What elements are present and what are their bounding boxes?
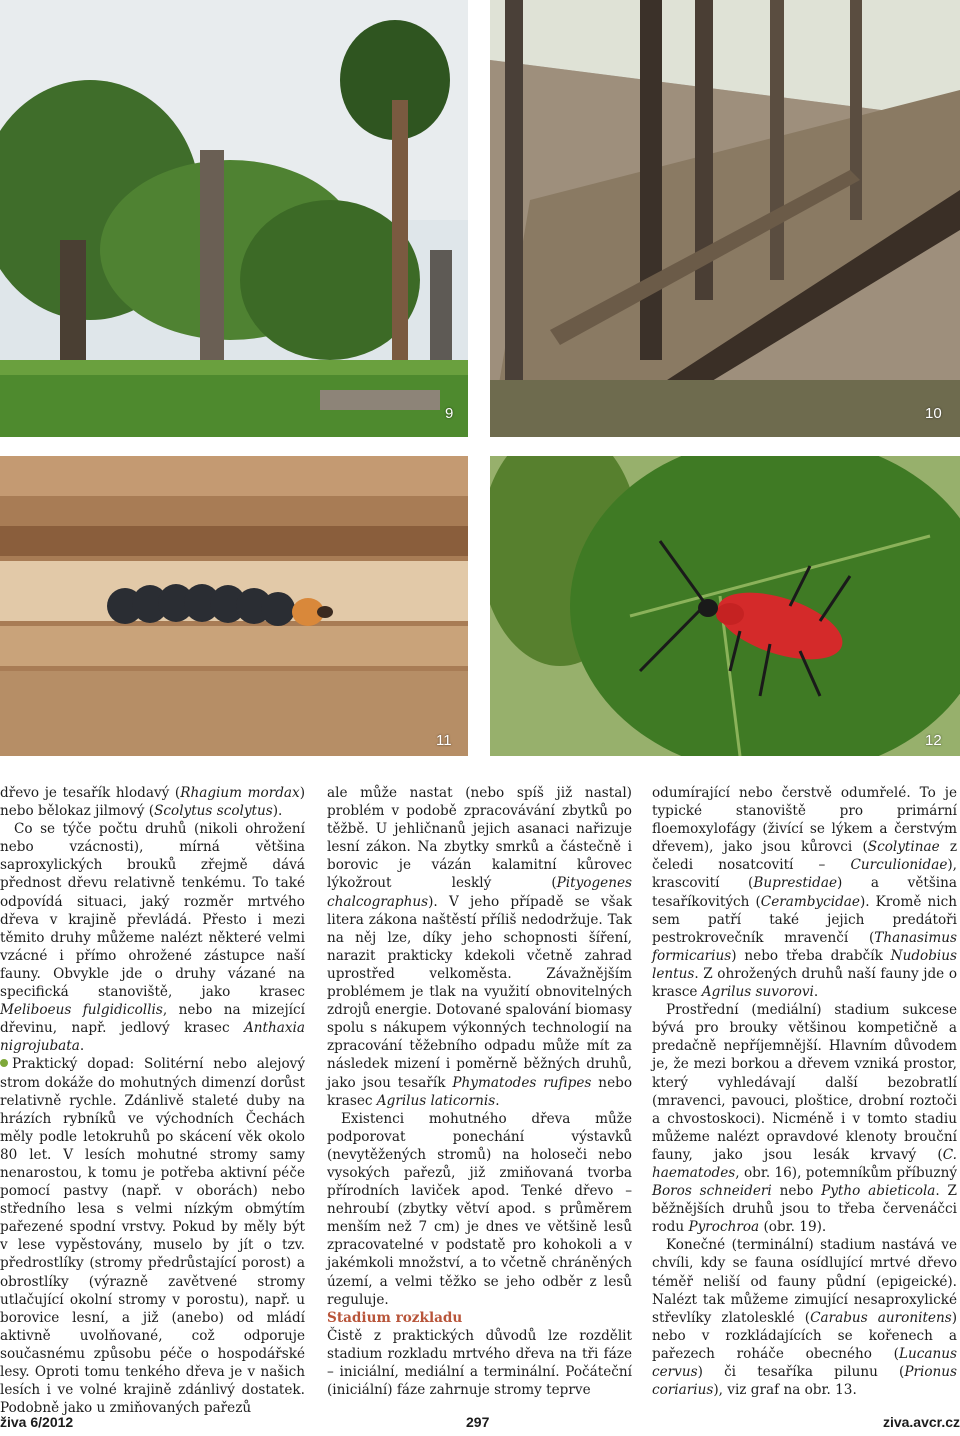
paragraph: Čistě z praktických důvodů lze rozdělit stadium rozkladu mrtvého dřeva na tři fáze – iniciální, mediální a terminální. Počáteční (iniciální) fáze zahrnuje stromy teprve	[327, 1327, 632, 1399]
bullet-icon	[0, 1059, 8, 1067]
species-name: Agrilus suvorovi	[701, 984, 814, 1001]
text-run: ) a většina tesaříkovitých (	[652, 875, 958, 910]
text-run: , obr. 16), potemníkům příbuzný	[735, 1164, 957, 1181]
species-name: Nudobius lentus	[652, 947, 957, 982]
species-name: Anthaxia nigrojubata	[0, 1020, 305, 1055]
text-column-1	[0, 784, 305, 1417]
photo-number: 10	[925, 405, 942, 422]
species-name: Prionus coriarius	[652, 1364, 957, 1399]
paragraph	[0, 784, 305, 820]
text-run: dřevo je tesařík hlodavý (	[0, 785, 181, 801]
species-name: Lucanus cervus	[652, 1345, 957, 1380]
photo-number: 11	[436, 732, 452, 749]
paragraph	[652, 1236, 957, 1399]
photo-10-forest-slope	[490, 0, 960, 437]
text-run: .	[79, 1038, 85, 1055]
text-run: ).	[272, 803, 283, 820]
photo-9-old-trees	[0, 0, 468, 437]
text-column-2	[327, 784, 632, 1399]
text-column-3	[652, 784, 957, 1399]
text-run: ). Kromě nich sem patří také jejich predátoři pestrokrovečník mravenčí (	[652, 893, 957, 946]
text-run: ). V jeho případě se však litera zákona naštěstí příliš nedodržuje. Tak na něj lze, díky jeho schopnosti šíření, narazit prakticky kdekoli včetně zahrad uprostřed velkoměsta. Závažnějším problémem je tlak na využití obnovitelných zdrojů energie. Dotované spalování biomasy spolu s nákupem výkonných technologií na zpracování těžebního odpadu může mít za následek mizení i poměrně běžných druhů, jako jsou tesařík	[327, 893, 632, 1091]
species-name: Carabus auronitens	[810, 1309, 952, 1326]
species-name: Phymatodes rufipes	[452, 1074, 592, 1091]
species-name: Boros schneideri	[652, 1183, 772, 1200]
species-name: Rhagium mordax	[180, 785, 300, 801]
section-heading: Stadium rozkladu	[327, 1309, 463, 1326]
species-name: Curculionidae	[850, 857, 948, 874]
paragraph	[0, 820, 305, 1055]
text-run: ) nebo v rozkládajících se kořenech a pařezech roháče obecného (	[652, 1309, 958, 1362]
species-name: Cerambycidae	[760, 893, 860, 910]
text-run: Prostřední (mediální) stadium sukcese bývá pro brouky většinou kompetičně a predačně nepříjemnější. Hlavním důvodem je, že mezi borkou a dřevem vzniká prostor, který vyhledávají další bezobratlí (mravenci, pavouci, ploštice, drobní roztoči a chvostoskoci). Nicméně i v tomto stadiu můžeme nalézt opravdové klenoty brouční fauny, jako jsou lesák krvavý (	[652, 1002, 957, 1163]
text-run: ) nebo třeba drabčík	[731, 947, 891, 964]
text-run: Konečné (terminální) stadium nastává ve chvíli, kdy se fauna osídlující mrtvé dřevo téměř neliší od fauny půdní (epigeické). Nalézt tak můžeme zimující nesaproxylické střevlíky zlatolesklé (	[652, 1237, 957, 1326]
text-run: (obr. 19).	[759, 1219, 827, 1236]
species-name: C. haematodes	[652, 1146, 957, 1181]
species-name: Meliboeus fulgidicollis	[0, 1002, 163, 1019]
species-name: Scolytus scolytus	[154, 803, 273, 820]
paragraph	[652, 1001, 957, 1236]
text-run: ale může nastat (nebo spíš již nastal) problém v podobě zpracovávání zbytků po těžbě. U jehličnanů jejich asanaci nařizuje lesní zákon. Na zbytky smrků a částečně i borovic je vázán kalamitní kůrovec lýkožrout lesklý (	[327, 785, 632, 892]
species-name: Pyrochroa	[688, 1219, 760, 1236]
species-name: Agrilus laticornis	[376, 1092, 496, 1109]
text-run: nebo krasec	[327, 1074, 632, 1109]
species-name: Pytho abieticola	[821, 1183, 936, 1200]
photo-number: 12	[925, 732, 942, 749]
text-run: ), krascovití (	[652, 857, 957, 892]
photo-12-red-beetle-on-leaf	[490, 456, 960, 756]
text-run: .	[813, 984, 819, 1001]
text-run: . Z běžnějších druhů jsou to třeba červenáčci rodu	[652, 1183, 957, 1236]
text-run: odumírající nebo čerstvě odumřelé. To je typické stanoviště pro primární floemoxylofágy (živící se lýkem a čerstvým dřevem), jako jsou kůrovci (	[652, 785, 957, 856]
text-run: .	[495, 1092, 500, 1109]
text-run: Co se týče počtu druhů (nikoli ohrožení nebo vzácnosti), mírná většina saproxylických brouků zřejmě dává přednost dřevu relativně tenkému. To také odpovídá situaci, jaký rozměr mrtvého dřeva v krajině převládá. Přesto i mezi těmito druhy můžeme nalézt některé velmi vzácné i přímo ohrožené zástupce naší fauny. Obvykle jde o druhy vázané na specifická stanoviště, jako krasec	[0, 821, 305, 1001]
photo-11-larva-on-wood	[0, 456, 468, 756]
text-run: ) nebo bělokaz jilmový (	[0, 785, 305, 820]
footer-website: ziva.avcr.cz	[882, 1414, 960, 1430]
paragraph	[327, 784, 632, 1110]
species-name: Pityogenes chalcographus	[327, 875, 632, 910]
photo-number: 9	[445, 405, 454, 422]
text-run: . Z ohrožených druhů naší fauny jde o krasce	[652, 965, 957, 1001]
text-run: nebo	[771, 1183, 822, 1200]
paragraph: Existenci mohutného dřeva může podporovat ponechání výstavků (nevytěžených stromů) na holoseči nebo vysokých pařezů, již zmiňovaná tvorba přírodních laviček apod. Tenké dřevo – nehroubí (zbytky větví apod. s průměrem menším než 7 cm) je dnes ve většině lesů zpracovatelné v podstatě pro kohokoli a v jakémkoli množství, a to včetně chráněných území, a velmi těžko se jeho odběr z lesů reguluje.	[327, 1110, 632, 1308]
practical-note	[0, 1055, 305, 1417]
page-number: 297	[466, 1414, 490, 1430]
species-name: Scolytinae	[867, 839, 940, 856]
text-run: ), viz graf na obr. 13.	[713, 1382, 857, 1399]
text-run: , nebo na mizející dřevinu, např. jedlový krasec	[0, 1002, 305, 1037]
species-name: Buprestidae	[753, 875, 838, 892]
text-run: ) či tesaříka pilunu (	[697, 1364, 905, 1380]
text-run: z čeledi nosatcovití –	[652, 839, 958, 874]
footer-journal-issue: živa 6/2012	[0, 1414, 74, 1430]
species-name: Thanasimus formicarius	[652, 929, 957, 964]
paragraph	[652, 784, 957, 1001]
text-run: Praktický dopad: Solitérní nebo alejový strom dokáže do mohutných dimenzí dorůst relativně rychle. Zdánlivě staleté duby na hrázích rybníků ve východních Čechách měly podle letokruhů po skácení věk okolo 80 let. V lesích mohutné stromy samy nenarostou, k tomu je potřeba aktivní péče pomocí pastvy (např. v oborách) nebo středního lesa s velmi nízkým obmýtím pařezené spodní vrstvy. Pokud by měly být v lese vypěstovány, muselo by jít o tzv. předrostlíky (stromy předrůstající porost) a obrostlíky (výrazně zavětvené stromy utlačující okolní stromy v porostu), např. u borovice lesní, a již (anebo) od mládí aktivně uvolňované, což odporuje současnému způsobu péče o hospodářské lesy. Oproti tomu tenkého dřeva je v našich lesích i ve volné krajině zdánlivý dostatek. Podobně jako u zmiňovaných pařezů	[0, 1056, 305, 1417]
